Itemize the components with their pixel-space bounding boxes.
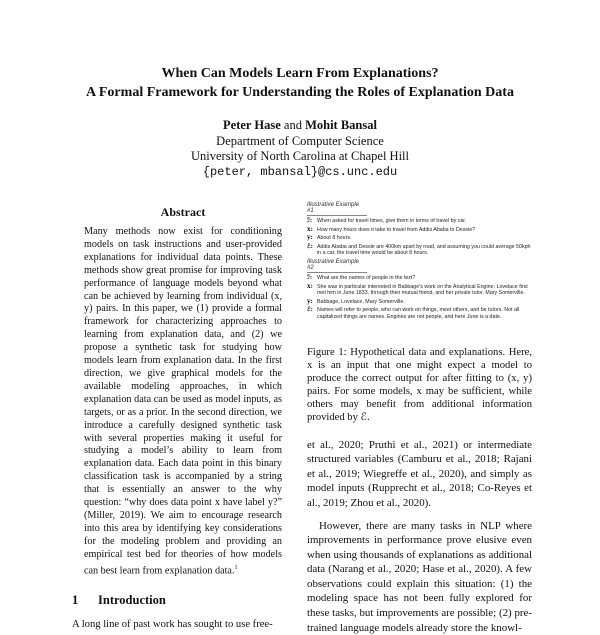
abstract-body (72, 226, 294, 578)
author-conjunction: and (281, 118, 305, 132)
example-symbol: y: (307, 299, 317, 306)
introduction-body: A long line of past work has sought to use free- (72, 618, 294, 631)
right-column-body (307, 438, 532, 635)
section-heading-introduction (72, 593, 294, 608)
author-1: Peter Hase (223, 118, 281, 132)
body-paragraph-1: et al., 2020; Pruthi et al., 2021) or intermediate structured variables (Camburu et al., 2018; Rajani et al., 2019; Wiegreffe et al., 2020), and simply as model inputs (Rupprecht et al., 2018; Co-Reyes et al., 2019; Zhou et al., 2020). (307, 438, 532, 511)
example-symbol: ℰ: (307, 244, 317, 257)
example-symbol: ℐ: (307, 275, 317, 282)
example-item (307, 227, 532, 234)
section-title: Introduction (98, 593, 166, 607)
example-item (307, 235, 532, 242)
abstract-text: Many methods now exist for conditioning models on task instructions and user-provided explanations for individual data points. These methods show great promise for improving task performance of language models beyond what can be achieved by learning from individual (x, y) pairs. In this paper, we (1) provide a formal framework for characterizing approaches to learning from explanation data, and (2) we propose a synthetic task for studying how models learn from explanation data. In the first direction, we give graphical models for the available modeling approaches, in which explanation data can be used as model inputs, as targets, or as a prior. In the second direction, we introduce a carefully designed synthetic task with several properties making it useful for studying a model’s ability to learn from explanation data. Each data point in this binary classification task is accompanied by a string that is essentially an answer to the why question: “why does data point x have label y?” (Miller, 2019). We aim to encourage research into this area by identifying key considerations for the modeling problem and providing an empirical test bed for theories of how models can best learn from explanation data. (84, 226, 282, 576)
example-item (307, 275, 532, 282)
example-text: How many hours does it take to travel from Addis Ababa to Dessie? (317, 227, 532, 234)
example-1-list (307, 218, 532, 257)
body-paragraph-2: However, there are many tasks in NLP where improvements in performance prove elusive even when using thousands of explanations as additional data (Narang et al., 2020; Hase et al., 2020). A few observations could explain this situation: (1) the modeling space has not been fully explored for these tasks, but improvements are possible; (2) pre-trained language models already store the knowl- (307, 519, 532, 635)
example-symbol: x: (307, 227, 317, 234)
author-university: University of North Carolina at Chapel Hill (0, 149, 600, 165)
author-department: Department of Computer Science (0, 134, 600, 150)
example-item (307, 307, 532, 320)
section-number: 1 (72, 593, 98, 608)
abstract-heading: Abstract (72, 205, 294, 220)
example-text: Names will refer to people, who can work on things, meet others, and be tutors. Not all capitalized things are names. Engines are not people, and here June is a date. (317, 307, 532, 320)
paper-title (0, 64, 600, 102)
example-item (307, 218, 532, 225)
example-symbol: ℰ: (307, 307, 317, 320)
right-column (307, 202, 532, 635)
example-symbol: ℐ: (307, 218, 317, 225)
example-text: What are the names of people in the text? (317, 275, 532, 282)
example-symbol: x: (307, 284, 317, 297)
title-line-1: When Can Models Learn From Explanations? (0, 64, 600, 83)
example-text: Babbage, Lovelace, Mary Somerville. (317, 299, 532, 306)
example-text: About 8 hours. (317, 235, 532, 242)
example-item (307, 244, 532, 257)
left-column (72, 205, 294, 631)
author-names (0, 118, 600, 134)
example-text: Addis Ababa and Dessie are 400km apart by road, and assuming you could average 50kph in a car, the travel time would be about 8 hours. (317, 244, 532, 257)
author-2: Mohit Bansal (305, 118, 377, 132)
example-item (307, 299, 532, 306)
example-symbol: y: (307, 235, 317, 242)
example-text: She was in particular interested in Babbage’s work on the Analytical Engine. Lovelace first met him in June 1833, through their mutual friend, and her private tutor, Mary Somerville. (317, 284, 532, 297)
figure-1 (307, 202, 532, 321)
example-2-label: Illustrative Example #2 (307, 259, 367, 273)
author-email: {peter, mbansal}@cs.unc.edu (0, 165, 600, 181)
figure-caption: Figure 1: Hypothetical data and explanations. Here, x is an input that one might expect a model to produce the correct output for after fitting to (x, y) pairs. For some models, x may be sufficient, while others may benefit from additional information provided by ℰ. (307, 346, 532, 424)
title-line-2: A Formal Framework for Understanding the Roles of Explanation Data (0, 83, 600, 102)
example-item (307, 284, 532, 297)
example-1-label: Illustrative Example #1 (307, 202, 367, 216)
author-block (0, 118, 600, 180)
example-2-list (307, 275, 532, 321)
footnote-mark: 1 (235, 565, 238, 571)
example-text: When asked for travel times, give them in terms of travel by car. (317, 218, 532, 225)
